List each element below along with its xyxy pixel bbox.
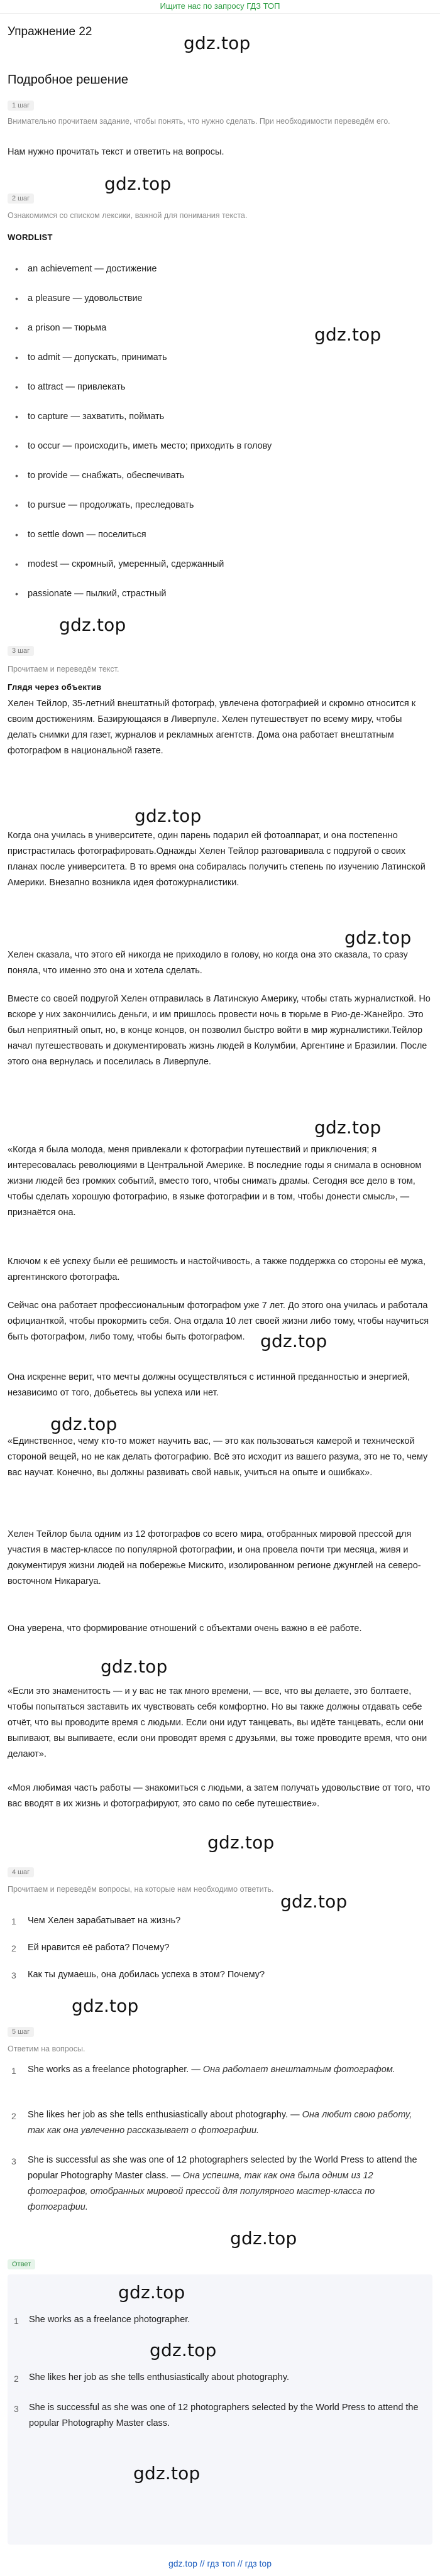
text-paragraph: Хелен Тейлор была одним из 12 фотографов со всего мира, отобранных мировой прессой для участия в мастер-классе по популярной фотографии, и она провела почти три месяца, живя и документируя жизни людей на побережье Мискито, изолированном регионе джунглей на северо-восточном Никарагуа. — [8, 1529, 421, 1586]
watermark: gdz.top — [104, 173, 172, 194]
bullet-icon: • — [15, 264, 18, 274]
final-answer: She is successful as she was one of 12 photographers selected by the World Press to attend the popular Photography Master class. — [29, 2403, 419, 2428]
top-banner[interactable]: Ищите нас по запросу ГДЗ ТОП — [0, 0, 440, 14]
final-answer: She works as a freelance photographer. — [29, 2315, 190, 2325]
question-text: Как ты думаешь, она добилась успеха в этом? Почему? — [28, 1970, 265, 1980]
step-hint-5: Ответим на вопросы. — [8, 2044, 85, 2053]
answer-number: 1 — [11, 2066, 16, 2076]
wordlist-item: to provide — снабжать, обеспечивать — [28, 471, 185, 481]
answer-number: 2 — [14, 2374, 19, 2384]
text-paragraph: Вместе со своей подругой Хелен отправилась в Латинскую Америку, чтобы стать журналисткой. Но вскоре у них закончились деньги, и им пришлось провести ночь в тюрьме в Рио-де-Жанейро. Это был неприятный опыт, но, в конце концов, он позволил быстро войти в мир журналистики.Тейлор начал путешествовать и документировать жизнь людей в Колумбии, Аргентине и Бразилии. После этого она вернулась и поселилась в Ливерпуле. — [8, 994, 431, 1067]
watermark: gdz.top — [150, 2340, 217, 2360]
answer-english: She likes her job as she tells enthusiastically about photography. — [28, 2110, 289, 2120]
answer-english: She is successful as she was one of 12 photographers selected by the World Press to attend the popular Photography Master class. — [28, 2155, 417, 2181]
step-label-1: 1 шаг — [8, 101, 34, 111]
watermark: gdz.top — [230, 2228, 297, 2249]
final-answer: She likes her job as she tells enthusiastically about photography. — [29, 2372, 290, 2382]
text-paragraph: Хелен сказала, что этого ей никогда не приходило в голову, но когда она это сказала, то сразу поняла, что именно это она и хотела сделать. — [8, 950, 408, 976]
watermark: gdz.top — [118, 2282, 185, 2303]
watermark: gdz.top — [135, 805, 202, 826]
exercise-title: Упражнение 22 — [8, 25, 92, 38]
answer-russian: Она работает внештатным фотографом. — [202, 2065, 395, 2075]
wordlist-item: to settle down — поселиться — [28, 530, 146, 540]
bullet-icon: • — [15, 382, 18, 392]
watermark: gdz.top — [344, 927, 412, 948]
step-text-1: Нам нужно прочитать текст и ответить на вопросы. — [8, 147, 224, 157]
watermark: gdz.top — [184, 33, 251, 53]
step-label-2: 2 шаг — [8, 194, 34, 204]
answer-number: 2 — [11, 2111, 16, 2121]
text-paragraph: Она искренне верит, что мечты должны осуществляться с истинной преданностью и энергией, независимо от того, добьетесь вы успеха или нет. — [8, 1372, 410, 1398]
step-hint-3: Прочитаем и переведём текст. — [8, 665, 119, 674]
answer-number: 3 — [11, 2156, 16, 2166]
watermark: gdz.top — [50, 1414, 118, 1434]
watermark: gdz.top — [133, 2463, 201, 2484]
wordlist-heading: WORDLIST — [8, 232, 53, 242]
step-label-5: 5 шаг — [8, 2027, 34, 2037]
detailed-answer: She is successful as she was one of 12 photographers selected by the World Press to attend the popular Photography Master class. — Она успешна, так как она была одним из 12 фотографов, отобранных мировой прессой для популярного мастер-класса по фотографии. — [28, 2155, 417, 2212]
watermark: gdz.top — [59, 614, 126, 635]
step-label-4: 4 шаг — [8, 1867, 34, 1877]
watermark: gdz.top — [207, 1832, 275, 1853]
question-number: 2 — [11, 1943, 16, 1953]
bullet-icon: • — [15, 559, 18, 569]
watermark: gdz.top — [314, 324, 382, 345]
text-paragraph: Сейчас она работает профессиональным фотографом уже 7 лет. До этого она училась и работала официанткой, чтобы прокормить себя. Она отдала 10 лет своей жизни либо тому, чтобы научиться быть фотографом, либо тому, чтобы быть фотографом. — [8, 1301, 429, 1342]
answer-english: She works as a freelance photographer. — [28, 2065, 189, 2075]
watermark: gdz.top — [280, 1891, 348, 1912]
bullet-icon: • — [15, 530, 18, 540]
wordlist-item: a pleasure — удовольствие — [28, 293, 143, 303]
wordlist-item: to admit — допускать, принимать — [28, 352, 167, 363]
wordlist-item: to pursue — продолжать, преследовать — [28, 500, 194, 510]
step-hint-4: Прочитаем и переведём вопросы, на которые нам необходимо ответить. — [8, 1885, 274, 1894]
answer-russian: Она успешна, так как она была одним из 12 фотографов, отобранных мировой прессой для популярного мастер-класса по фотографии. — [28, 2171, 375, 2212]
bullet-icon: • — [15, 293, 18, 303]
answer-box — [8, 2274, 432, 2545]
footer-links[interactable]: gdz.top // гдз топ // гдз top — [168, 2558, 272, 2568]
watermark: gdz.top — [260, 1331, 327, 1351]
watermark: gdz.top — [72, 1995, 139, 2016]
wordlist-item: to occur — происходить, иметь место; приходить в голову — [28, 441, 272, 451]
text-paragraph: Хелен Тейлор, 35-летний внештатный фотограф, увлечена фотографией и скромно относится к своим достижениям. Базирующаяся в Ливерпуле. Хелен путешествует по всему миру, чтобы делать снимки для газет, журналов и рекламных агентств. Дома она работает внештатным фотографом в национальной газете. — [8, 699, 416, 756]
question-text: Ей нравится её работа? Почему? — [28, 1943, 170, 1953]
bullet-icon: • — [15, 323, 18, 333]
question-number: 1 — [11, 1916, 16, 1926]
bullet-icon: • — [15, 352, 18, 363]
text-paragraph: Когда она училась в университете, один парень подарил ей фотоаппарат, и она постепенно пристрастилась фотографировать.Однажды Хелен Тейлор разговаривала с подругой о своих планах после университета. В то время она собиралась получить степень по изучению Латинской Америки. Внезапно возникла идея фотожурналистики. — [8, 831, 426, 888]
detailed-answer: She likes her job as she tells enthusiastically about photography. — Она любит свою работу, так как она увлеченно рассказывает о фотографии. — [28, 2110, 412, 2136]
answer-number: 3 — [14, 2404, 19, 2414]
bullet-icon: • — [15, 441, 18, 451]
text-paragraph: «Когда я была молода, меня привлекали к фотографии путешествий и приключения; я интересовалась революциями в Центральной Америке. В последние годы я снимала в основном жизни людей без громких событий, вместо того, чтобы снимать драмы. Сегодня все дело в том, чтобы сделать хорошую фотографию, в языке фотографии и в том, чтобы донести смысл», — признаётся она. — [8, 1145, 422, 1218]
step-hint-2: Ознакомимся со списком лексики, важной для понимания текста. — [8, 211, 248, 220]
solution-heading: Подробное решение — [8, 73, 129, 87]
question-number: 3 — [11, 1970, 16, 1980]
bullet-icon: • — [15, 412, 18, 422]
answer-number: 1 — [14, 2316, 19, 2326]
detailed-answer: She works as a freelance photographer. — Она работает внештатным фотографом. — [28, 2065, 395, 2075]
answer-russian: Она любит свою работу, так как она увлеченно рассказывает о фотографии. — [28, 2110, 412, 2136]
question-text: Чем Хелен зарабатывает на жизнь? — [28, 1916, 181, 1926]
wordlist-item: an achievement — достижение — [28, 264, 157, 274]
text-paragraph: «Моя любимая часть работы — знакомиться с людьми, а затем получать удовольствие от того, что вас вводят в их жизнь и фотографируют, это само по себе путешествие». — [8, 1783, 431, 1809]
text-paragraph: Она уверена, что формирование отношений с объектами очень важно в её работе. — [8, 1624, 362, 1634]
wordlist-item: passionate — пылкий, страстный — [28, 589, 167, 599]
bullet-icon: • — [15, 471, 18, 481]
bullet-icon: • — [15, 589, 18, 599]
text-paragraph: «Единственное, чему кто-то может научить вас, — это как пользоваться камерой и технической стороной вещей, но не как делать фотографию. Всё это исходит из вашего разума, это не то, чему вас научат. Конечно, вы должны развивать свой навык, учиться на опыте и ошибках». — [8, 1436, 428, 1478]
text-paragraph: «Если это знаменитость — и у вас не так много времени, — все, что вы делаете, это болтаете, чтобы попытаться заставить их чувствовать себя комфортно. Но вы также должны отдавать себе отчёт, что вы проводите время с людьми. Если они идут танцевать, вы идёте танцевать, если они выпивают, вы выпиваете, если они проводят время с друзьями, вы тоже проводите время, что они делают». — [8, 1686, 427, 1759]
bullet-icon: • — [15, 500, 18, 510]
watermark: gdz.top — [101, 1656, 168, 1677]
wordlist-item: to capture — захватить, поймать — [28, 412, 165, 422]
wordlist-item: modest — скромный, умеренный, сдержанный — [28, 559, 224, 569]
step-hint-1: Внимательно прочитаем задание, чтобы понять, что нужно сделать. При необходимости переведём его. — [8, 117, 390, 126]
watermark: gdz.top — [314, 1117, 382, 1138]
step-label-3: 3 шаг — [8, 646, 34, 656]
text-heading: Глядя через объектив — [8, 682, 102, 692]
answer-badge: Ответ — [8, 2259, 35, 2269]
wordlist-item: to attract — привлекать — [28, 382, 126, 392]
text-paragraph: Ключом к её успеху были её решимость и настойчивость, а также поддержка со стороны её мужа, аргентинского фотографа. — [8, 1257, 426, 1282]
wordlist-item: a prison — тюрьма — [28, 323, 107, 333]
